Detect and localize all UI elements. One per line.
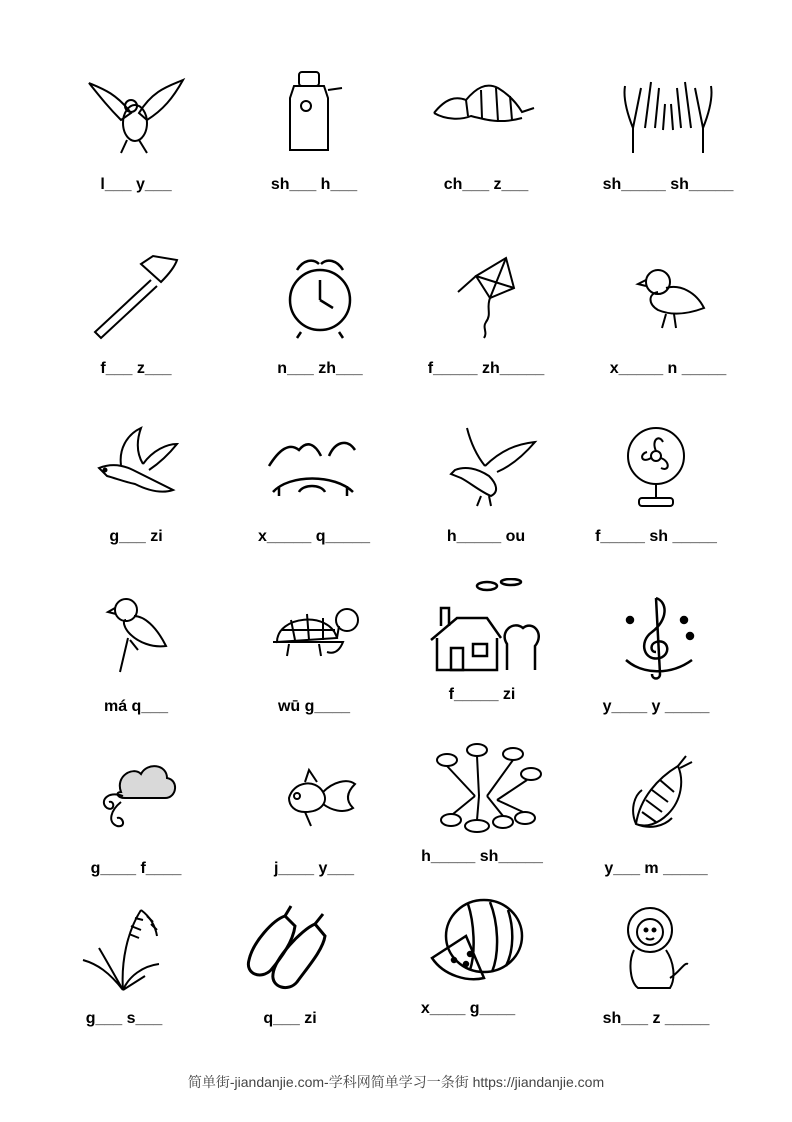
cell-water-jug bbox=[224, 68, 404, 228]
cell-eggplant bbox=[200, 902, 380, 1062]
wind-cloud-icon bbox=[46, 752, 226, 862]
cell-turtle bbox=[224, 590, 404, 750]
cell-axe bbox=[46, 252, 226, 412]
cell-hands bbox=[578, 68, 758, 228]
cell-caterpillar bbox=[396, 68, 576, 228]
axe-icon bbox=[46, 252, 226, 362]
house-icon bbox=[392, 578, 572, 688]
eagle-icon bbox=[46, 68, 226, 178]
cell-music-note bbox=[566, 590, 746, 750]
cell-goldfish bbox=[224, 752, 404, 912]
cell-rice-plant bbox=[34, 902, 214, 1062]
cell-eagle bbox=[46, 68, 226, 228]
pinyin-label: sh_____ sh_____ bbox=[602, 176, 734, 193]
pinyin-label: f_____ zh_____ bbox=[427, 360, 545, 377]
pinyin-label: h_____ ou bbox=[446, 528, 526, 545]
cell-sparrow bbox=[578, 252, 758, 412]
pinyin-label: x_____ q_____ bbox=[257, 528, 371, 545]
alarm-clock-icon bbox=[230, 252, 410, 362]
rice-plant-icon bbox=[34, 902, 214, 1012]
fan-icon bbox=[566, 420, 746, 530]
pinyin-label: l___ y___ bbox=[100, 176, 172, 193]
pinyin-label: q___ zi bbox=[263, 1010, 317, 1027]
cell-bird-on-branch bbox=[46, 590, 226, 750]
pinyin-label: g___ zi bbox=[109, 528, 163, 545]
cell-alarm-clock bbox=[230, 252, 410, 412]
pinyin-label: g___ s___ bbox=[85, 1010, 163, 1027]
cell-corn bbox=[566, 752, 746, 912]
seagull-icon bbox=[396, 420, 576, 530]
cell-watermelon bbox=[378, 892, 558, 1052]
cell-lion bbox=[566, 902, 746, 1062]
bridge-scene-icon bbox=[224, 420, 404, 530]
cell-peanut-plant bbox=[392, 740, 572, 900]
cell-kite bbox=[396, 252, 576, 412]
pinyin-label: x_____ n _____ bbox=[609, 360, 727, 377]
eggplant-icon bbox=[200, 902, 380, 1012]
bird-on-branch-icon bbox=[46, 590, 226, 700]
music-note-icon bbox=[566, 590, 746, 700]
pinyin-label: f_____ zi bbox=[448, 686, 516, 703]
footer-text: 简单街-jiandanjie.com-学科网简单学习一条街 https://jiandanjie.com bbox=[187, 1074, 605, 1090]
kite-icon bbox=[396, 252, 576, 362]
caterpillar-icon bbox=[396, 68, 576, 178]
pinyin-label: sh___ h___ bbox=[270, 176, 358, 193]
sparrow-icon bbox=[578, 252, 758, 362]
pinyin-label: y___ m _____ bbox=[604, 860, 708, 877]
cell-dove bbox=[46, 420, 226, 580]
goldfish-icon bbox=[224, 752, 404, 862]
pinyin-label: y____ y _____ bbox=[602, 698, 710, 715]
cell-wind-cloud bbox=[46, 752, 226, 912]
peanut-plant-icon bbox=[392, 740, 572, 850]
pinyin-label: j____ y___ bbox=[273, 860, 355, 877]
pinyin-label: n___ zh___ bbox=[277, 360, 363, 377]
pinyin-label: g____ f____ bbox=[90, 860, 182, 877]
hands-icon bbox=[578, 68, 758, 178]
turtle-icon bbox=[224, 590, 404, 700]
pinyin-label: h_____ sh_____ bbox=[421, 848, 543, 865]
pinyin-label: f_____ sh _____ bbox=[595, 528, 717, 545]
pinyin-label: má q___ bbox=[103, 698, 169, 715]
pinyin-label: wū g____ bbox=[277, 698, 351, 715]
corn-icon bbox=[566, 752, 746, 862]
cell-seagull bbox=[396, 420, 576, 580]
pinyin-label: ch___ z___ bbox=[443, 176, 529, 193]
water-jug-icon bbox=[224, 68, 404, 178]
pinyin-label: sh___ z _____ bbox=[602, 1010, 710, 1027]
cell-house bbox=[392, 578, 572, 738]
watermelon-icon bbox=[378, 892, 558, 1002]
pinyin-label: f___ z___ bbox=[100, 360, 172, 377]
pinyin-label: x____ g____ bbox=[420, 1000, 516, 1017]
lion-icon bbox=[566, 902, 746, 1012]
cell-fan bbox=[566, 420, 746, 580]
cell-bridge-scene bbox=[224, 420, 404, 580]
dove-icon bbox=[46, 420, 226, 530]
